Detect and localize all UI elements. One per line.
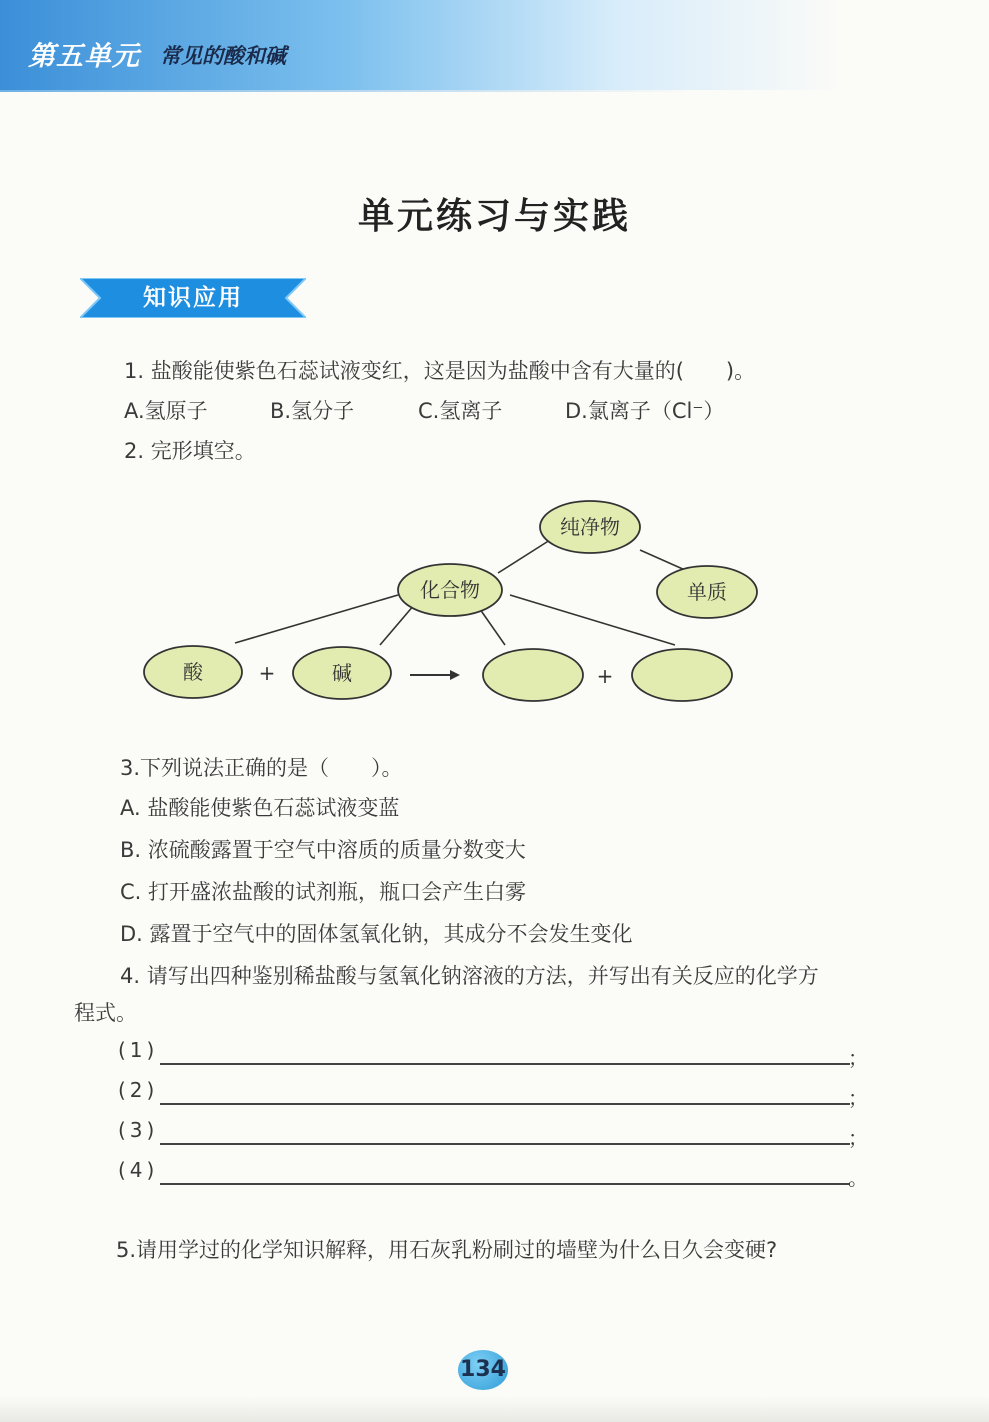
question-1-option-c: C.氢离子 (418, 399, 503, 423)
node-pure-substance-label: 纯净物 (560, 515, 620, 539)
answer-blank-2-number: (2) (118, 1078, 159, 1102)
answer-blank-4-punct: 。 (848, 1166, 868, 1190)
node-base (293, 647, 391, 699)
section-label: 知识应用 (143, 285, 243, 311)
node-blank-product-1 (483, 649, 583, 701)
question-3-option-c: C. 打开盛浓盐酸的试剂瓶，瓶口会产生白雾 (120, 880, 527, 904)
node-element (657, 566, 757, 618)
answer-blank-4[interactable] (118, 1158, 868, 1188)
question-5-stem: 5.请用学过的化学知识解释，用石灰乳粉刷过的墙壁为什么日久会变硬? (116, 1238, 778, 1262)
question-1-option-d: D.氯离子（Cl⁻） (565, 399, 725, 423)
question-3-option-b: B. 浓硫酸露置于空气中溶质的质量分数变大 (120, 838, 526, 862)
answer-blank-1-punct: ； (848, 1046, 868, 1070)
node-base-label: 碱 (332, 661, 352, 685)
answer-blank-3[interactable] (118, 1118, 868, 1148)
answer-blank-3-number: (3) (118, 1118, 159, 1142)
page-title: 单元练习与实践 (357, 195, 631, 237)
answer-blank-2-line[interactable] (160, 1103, 850, 1105)
answer-blank-4-number: (4) (118, 1158, 159, 1182)
node-pure-substance (540, 501, 640, 553)
question-4-stem-line1: 4. 请写出四种鉴别稀盐酸与氢氧化钠溶液的方法，并写出有关反应的化学方 (120, 964, 819, 988)
plus-sign-1: + (258, 661, 276, 685)
node-element-label: 单质 (687, 580, 727, 604)
page-number: 134 (458, 1350, 508, 1390)
answer-blank-3-line[interactable] (160, 1143, 850, 1145)
node-compound (398, 564, 502, 616)
header-band (0, 0, 989, 90)
question-1-stem: 1. 盐酸能使紫色石蕊试液变红，这是因为盐酸中含有大量的( )。 (124, 359, 756, 383)
question-1-option-b: B.氢分子 (270, 399, 355, 423)
unit-label: 第五单元 (28, 41, 140, 72)
answer-blank-1-number: (1) (118, 1038, 159, 1062)
node-acid-label: 酸 (183, 660, 203, 684)
node-compound-label: 化合物 (420, 578, 480, 602)
plus-sign-2: + (596, 664, 614, 688)
answer-blank-1-line[interactable] (160, 1063, 850, 1065)
page-bottom-edge (0, 1396, 989, 1422)
classification-diagram (130, 495, 770, 725)
answer-blank-1[interactable] (118, 1038, 868, 1068)
unit-subtitle: 常见的酸和碱 (160, 43, 286, 68)
section-banner (80, 278, 306, 318)
reaction-arrowhead (450, 670, 460, 680)
node-blank-product-2 (632, 649, 732, 701)
question-3-option-a: A. 盐酸能使紫色石蕊试液变蓝 (120, 796, 400, 820)
answer-blank-4-line[interactable] (160, 1183, 850, 1185)
question-3-option-d: D. 露置于空气中的固体氢氧化钠，其成分不会发生变化 (120, 922, 633, 946)
answer-blank-3-punct: ； (848, 1126, 868, 1150)
question-4-stem-line2: 程式。 (74, 1001, 137, 1025)
answer-blank-2[interactable] (118, 1078, 868, 1108)
question-2-stem: 2. 完形填空。 (124, 439, 256, 463)
answer-blank-2-punct: ； (848, 1086, 868, 1110)
node-acid (144, 646, 242, 698)
question-3-stem: 3.下列说法正确的是（ ）。 (120, 756, 403, 780)
header-divider (0, 90, 989, 92)
question-1-option-a: A.氢原子 (124, 399, 208, 423)
